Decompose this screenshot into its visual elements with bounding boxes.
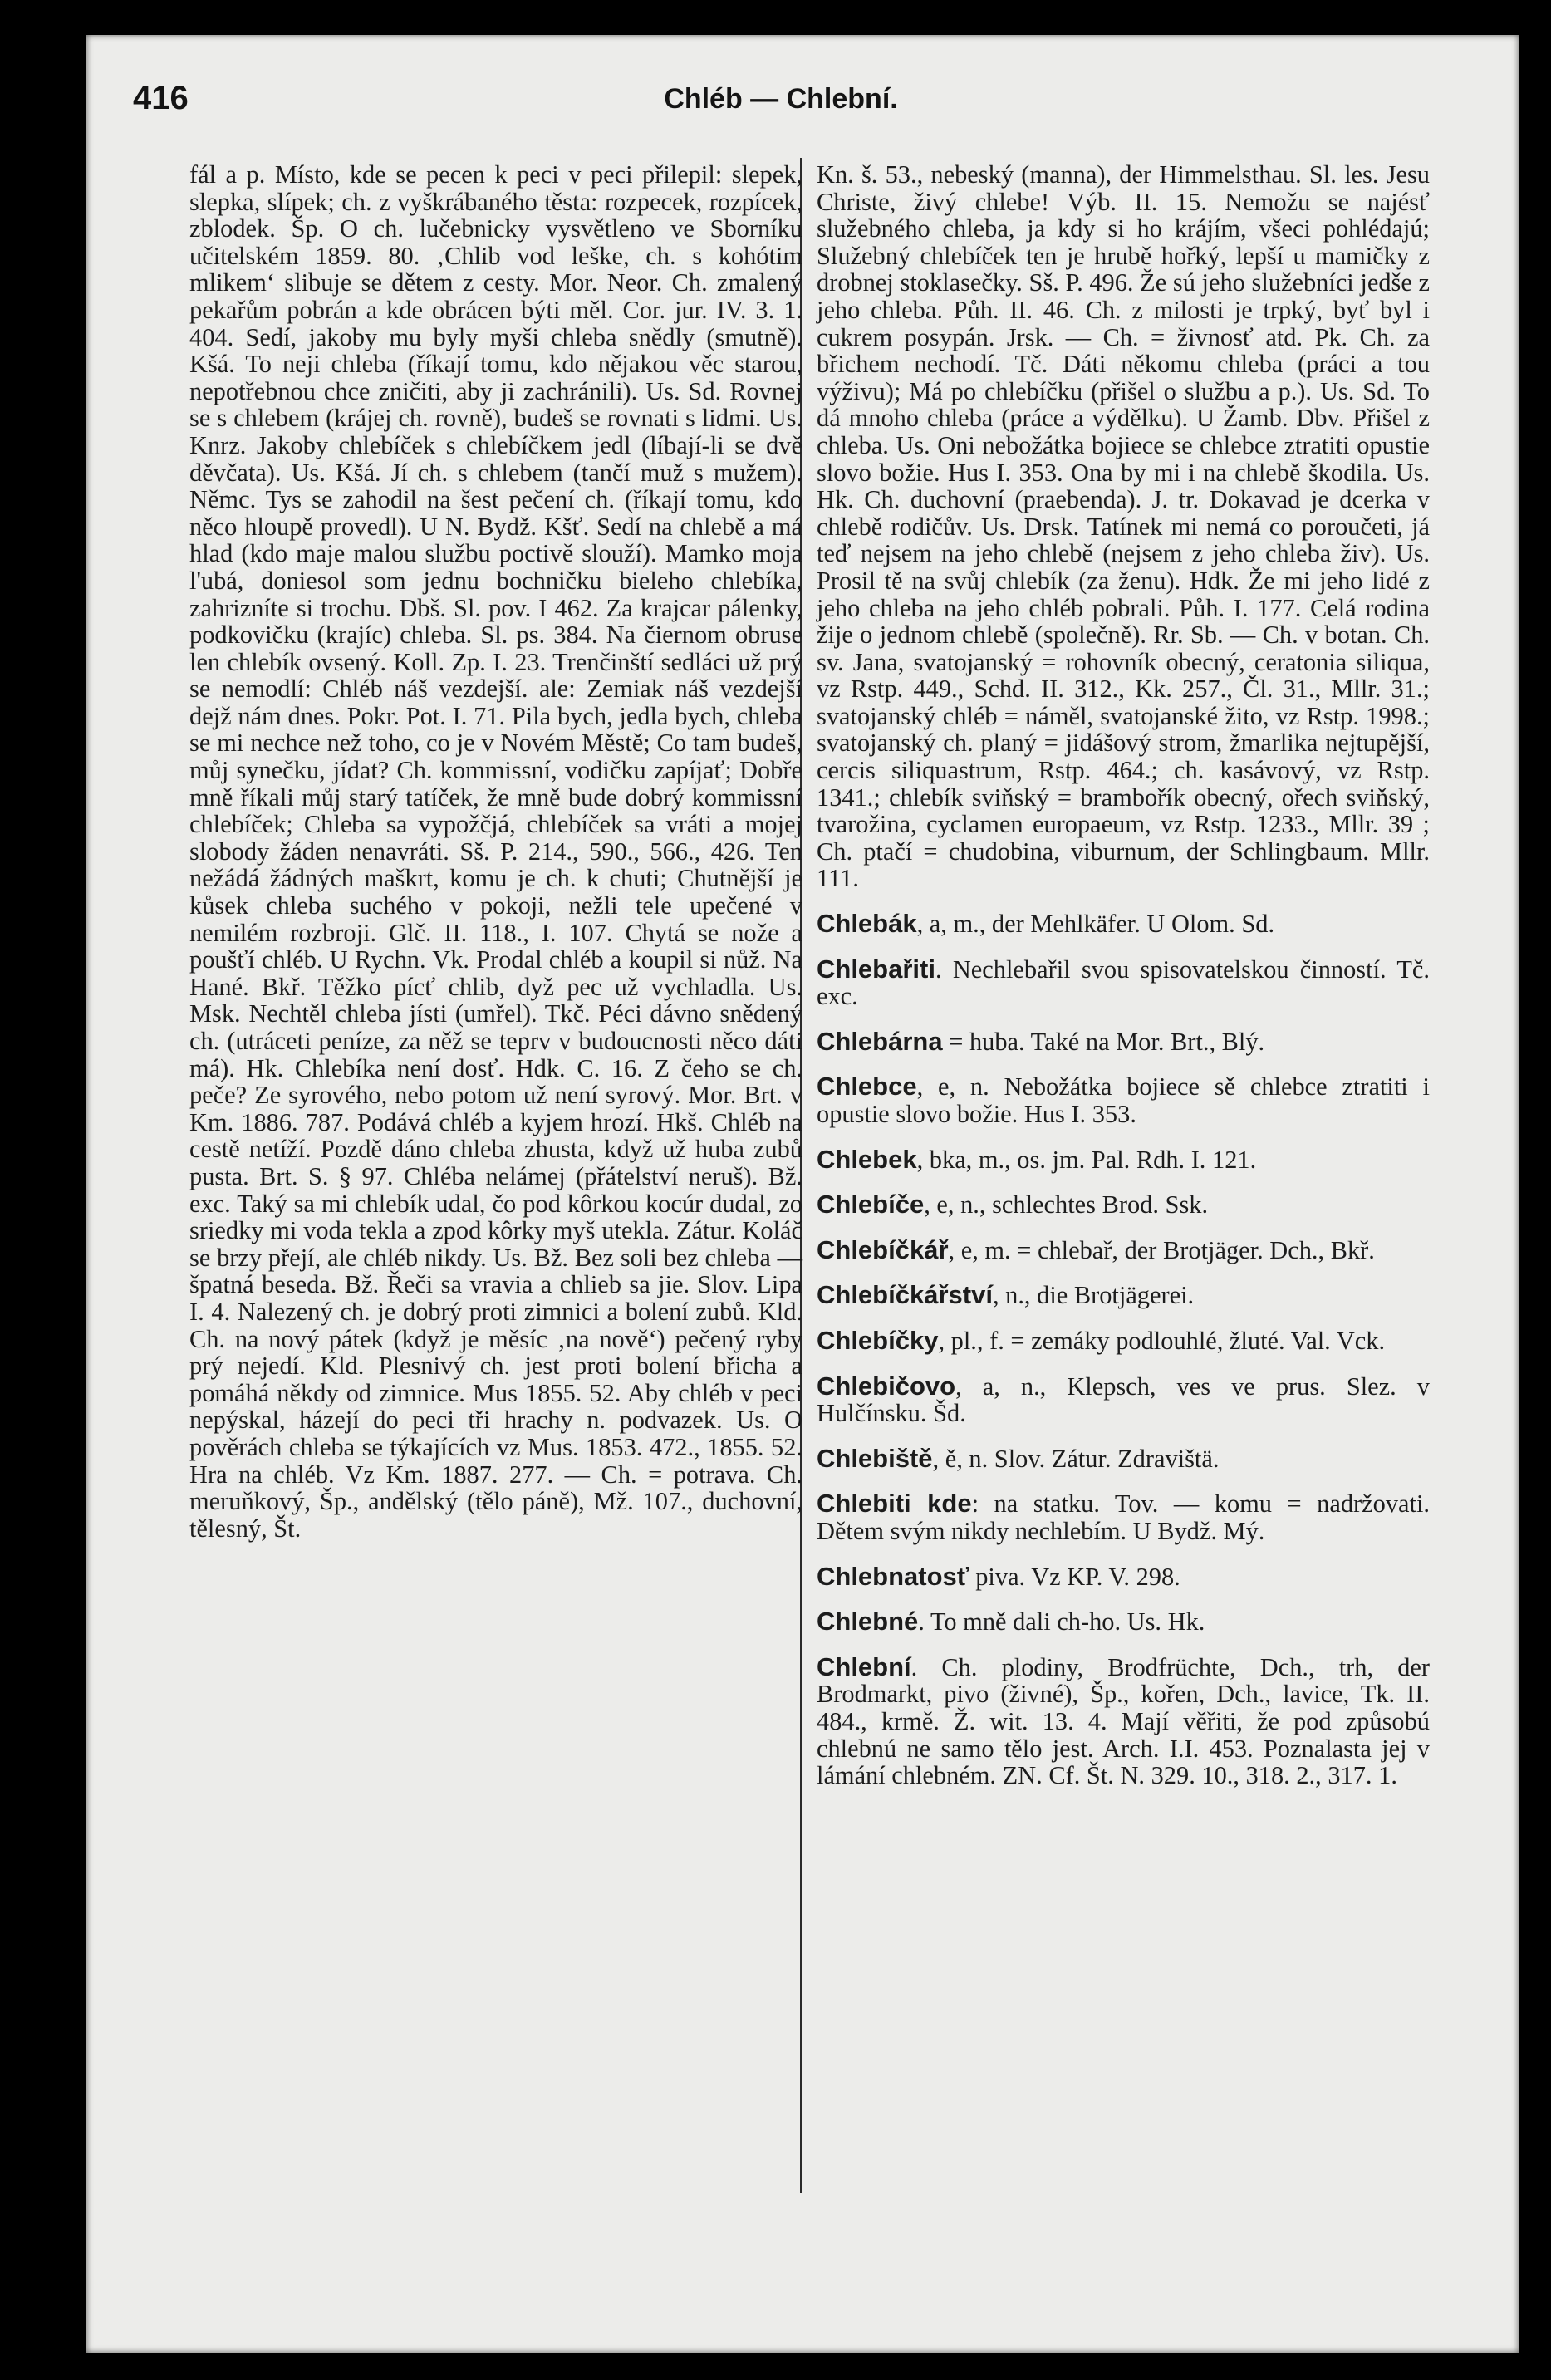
- entry-headword: Chlebíčkářství: [817, 1280, 993, 1310]
- entry-definition: , pl., f. = zemáky podlouhlé, žluté. Val. Vck.: [938, 1326, 1386, 1355]
- entry-definition: = huba. Také na Mor. Brt., Blý.: [942, 1027, 1265, 1056]
- entry-headword: Chlební: [817, 1651, 911, 1681]
- page-number: 416: [133, 80, 189, 116]
- entry-headword: Chlebák: [817, 909, 917, 939]
- dictionary-entry: [817, 956, 1430, 1010]
- entry-definition: , ě, n. Slov. Zátur. Zdravištä.: [932, 1444, 1220, 1473]
- dictionary-entry: [817, 1490, 1430, 1544]
- dictionary-entry: [817, 910, 1430, 938]
- entry-definition: , a, n., Klepsch, ves ve prus. Slez. v Hulčínsku. Šd.: [817, 1372, 1430, 1428]
- dictionary-entry: [817, 1445, 1430, 1473]
- entry-headword: Chlebce: [817, 1072, 917, 1102]
- entry-continuation-text: fál a p. Místo, kde se pecen k peci v peci přilepil: slepek, slepka, slípek; ch. z vyškrábaného těsta: rozpecek, rozpícek, zblodek. Šp. O ch. lučebnicky vysvětleno ve Sborníku učitelském 1859. 80. ‚Chlib vod leške, ch. s kohótim mlikem‘ slibuje se dětem z cesty. Mor. Neor. Ch. zmalený pekařům pobrán a kde obrácen býti měl. Cor. jur. IV. 3. 1. 404. Sedí, jakoby mu byly myši chleba snědly (smutně). Kšá. To neji chleba (říkají tomu, kdo nějakou věc starou, nepotřebnou chce zničiti, aby ji zachránili). Us. Sd. Rovnej se s chlebem (krájej ch. rovně), budeš se rovnati s lidmi. Us. Knrz. Jakoby chlebíček s chlebíčkem jedl (líbají-li se dvě děvčata). Us. Kšá. Jí ch. s chlebem (tančí muž s mužem). Němc. Tys se zahodil na šest pečení ch. (říkají tomu, kdo něco hloupě provedl). U N. Bydž. Kšť. Sedí na chlebě a má hlad (kdo maje malou službu poctivě slouží). Mamko moja l'ubá, doniesol som jednu bochničku bieleho chlebíka, zahrizníte si trochu. Dbš. Sl. pov. I 462. Za krajcar pálenky, podkovičku (krajíc) chleba. Sl. ps. 384. Na čiernom obruse len chlebík ovsený. Koll. Zp. I. 23. Trenčinští sedláci už prý se nemodlí: Chléb náš vezdejší. ale: Zemiak náš vezdejší dejž nám dnes. Pokr. Pot. I. 71. Pila bych, jedla bych, chleba se mi nechce než toho, co je v Novém Městě; Co tam budeš, můj synečku, jídat? Ch. kommissní, vodičku zapíjať; Dobře mně říkali můj starý tatíček, že mně bude dobrý kommissní chlebíček; Chleba sa vypožčjá, chlebíček sa vráti a mojej slobody žáden nenavráti. Sš. P. 214., 590., 566., 426. Ten nežádá žádných maškrt, komu je ch. k chuti; Chutnější je kůsek chleba suchého v pokoji, nežli tele upečené v nemilém rozbroji. Glč. II. 118., I. 107. Chytá se nože a poušťí chléb. U Rychn. Vk. Prodal chléb a koupil si nůž. Na Hané. Bkř. Těžko pícť chlib, dyž pec už vychladla. Us. Msk. Nechtěl chleba jísti (umřel). Tkč. Péci dávno snědený ch. (utráceti peníze, za něž se teprv v budoucnosti něco dáti má). Hk. Chlebíka není dosť. Hdk. C. 16. Z čeho se ch. peče? Ze syrového, nebo potom už není syrový. Mor. Brt. v Km. 1886. 787. Podává chléb a kyjem hrozí. Hkš. Chléb na cestě netíží. Pozdě dáno chleba zhusta, když už huba zubů pusta. Brt. S. § 97. Chléba nelámej (přátelství neruš). Bž. exc. Taký sa mi chlebík udal, čo pod kôrkou kocúr dudal, zo sriedky mi voda tekla a zpod kôrky myš utekla. Zátur. Koláč se brzy přejí, ale chléb nikdy. Us. Bž. Bez soli bez chleba — špatná beseda. Bž. Řeči sa vravia a chlieb sa jie. Slov. Lipa I. 4. Nalezený ch. je dobrý proti zimnici a bolení zubů. Kld. Ch. na nový pátek (když je měsíc ‚na nově‘) pečený ryby prý nejedí. Kld. Plesnivý ch. jest proti bolení břicha a pomáhá někdy od zimnice. Mus 1855. 52. Aby chléb v peci nepýskal, házejí do peci tři hrachy n. podvazek. Us. O pověrách chleba se týkajících vz Mus. 1853. 472., 1855. 52. Hra na chléb. Vz Km. 1887. 277. — Ch. = potrava. Ch. meruňkový, Šp., andělský (tělo páně), Mž. 107., duchovní, tělesný, Št.: [189, 160, 802, 1543]
- dictionary-entry: [817, 1373, 1430, 1427]
- dictionary-entry: [817, 1608, 1430, 1636]
- entry-definition: , bka, m., os. jm. Pal. Rdh. I. 121.: [916, 1145, 1257, 1174]
- entry-definition: , e, m. = chlebař, der Brotjäger. Dch., Bkř.: [948, 1235, 1375, 1264]
- entry-definition: : na statku. Tov. — komu = nadržovati. Dětem svým nikdy nechlebím. U Bydž. Mý.: [817, 1489, 1430, 1545]
- entry-definition: , e, n., schlechtes Brod. Ssk.: [924, 1190, 1209, 1219]
- entry-definition: . Nechlebařil svou spisovatelskou činností. Tč. exc.: [817, 954, 1430, 1011]
- dictionary-entry: [817, 1073, 1430, 1127]
- entry-headword: Chlebíče: [817, 1190, 925, 1219]
- entry-headword: Chlebek: [817, 1144, 917, 1174]
- entry-definition: , e, n. Nebožátka bojiece sě chlebce ztratiti i opustie slovo božie. Hus I. 353.: [817, 1072, 1430, 1128]
- page-header: [133, 80, 1429, 130]
- dictionary-entry: [817, 1327, 1430, 1355]
- dictionary-entry: [817, 1028, 1430, 1056]
- entry-headword: Chlebičovo: [817, 1371, 956, 1401]
- entry-definition: , a, m., der Mehlkäfer. U Olom. Sd.: [916, 910, 1275, 939]
- entry-headword: Chlebárna: [817, 1026, 943, 1056]
- entry-definition: piva. Vz KP. V. 298.: [969, 1562, 1180, 1591]
- entry-definition: , n., die Brotjägerei.: [992, 1281, 1195, 1310]
- entry-definition: . Ch. plodiny, Brodfrüchte, Dch., trh, der Brodmarkt, pivo (živné), Šp., kořen, Dch., lavice, Tk. II. 484., krmě. Ž. wit. 13. 4. Mají věřiti, že pod způsobú chlebnú ne samo tělo jest. Arch. I.I. 453. Poznalasta jej v lámání chlebném. ZN. Cf. Št. N. 329. 10., 318. 2., 317. 1.: [817, 1652, 1430, 1790]
- entry-headword: Chlebnatosť: [817, 1561, 969, 1591]
- dictionary-entry: [817, 1191, 1430, 1219]
- entry-headword: Chlebařiti: [817, 954, 935, 984]
- running-head: Chléb — Chlební.: [664, 83, 898, 115]
- entry-headword: Chlebiště: [817, 1443, 933, 1473]
- dictionary-entry: [817, 1234, 1430, 1264]
- dictionary-entry: [817, 1651, 1430, 1790]
- entry-definition: . To mně dali ch-ho. Us. Hk.: [918, 1607, 1205, 1637]
- entry-list: [817, 910, 1430, 1789]
- dictionary-entry: [817, 1563, 1430, 1591]
- entry-headword: Chlebné: [817, 1607, 919, 1637]
- left-column: [189, 161, 802, 1542]
- dictionary-entry: [817, 1146, 1430, 1174]
- right-column: [817, 161, 1430, 1789]
- dictionary-entry: [817, 1282, 1430, 1309]
- entry-headword: Chlebiti kde: [817, 1489, 972, 1519]
- entry-continuation-text: Kn. š. 53., nebeský (manna), der Himmelsthau. Sl. les. Jesu Christe, živý chlebe! Výb. II. 15. Nemožu se najésť služebného chleba, ja kdy si ho krájím, všeci pohlédajú; Služebný chlebíček ten je hrubě hořký, lepší u mamičky z drobnej stoklasečky. Sš. P. 496. Že sú jeho služebníci jedše z jeho chleba. Půh. II. 46. Ch. z milosti je trpký, byť byl i cukrem posypán. Jrsk. — Ch. = živnosť atd. Pk. Ch. za břichem nechodí. Tč. Dáti někomu chleba (práci a tou výživu); Má po chlebíčku (přišel o službu a p.). Us. Sd. To dá mnoho chleba (práce a výdělku). U Žamb. Dbv. Přišel z chleba. Us. Oni nebožátka bojiece se chlebce ztratiti opustie slovo božie. Hus I. 353. Ona by mi i na chlebě škodila. Us. Hk. Ch. duchovní (praebenda). J. tr. Dokavad je dcerka v chlebě rodičův. Us. Drsk. Tatínek mi nemá co poroučeti, já teď nejsem na jeho chlebě (nejsem z jeho chleba živ). Us. Prosil tě na svůj chlebík (za ženu). Hdk. Že mi jeho lidé z jeho chleba na jeho chléb pobrali. Půh. I. 177. Celá rodina žije o jednom chlebě (společně). Rr. Sb. — Ch. v botan. Ch. sv. Jana, svatojanský = rohovník obecný, ceratonia siliqua, vz Rstp. 449., Schd. II. 312., Kk. 257., Čl. 31., Mllr. 31.; svatojanský chléb = náměl, svatojanské žito, vz Rstp. 1998.; svatojanský ch. planý = jidášový strom, žmarlika nejtupější, cercis siliquastrum, Rstp. 464.; ch. kasávový, vz Rstp. 1341.; chlebík sviňský = brambořík obecný, ořech sviňský, tvarožina, cyclamen europaeum, vz Rstp. 1233., Mllr. 39 ; Ch. ptačí = chudobina, viburnum, der Schlingbaum. Mllr. 111.: [817, 160, 1430, 893]
- entry-headword: Chlebíčky: [817, 1325, 939, 1355]
- entry-headword: Chlebíčkář: [817, 1234, 949, 1264]
